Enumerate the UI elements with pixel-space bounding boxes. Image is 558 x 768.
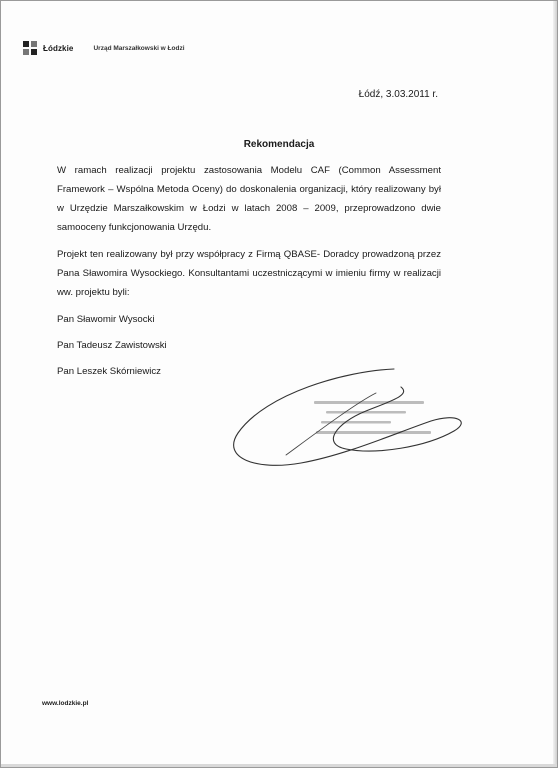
scan-edge xyxy=(553,1,557,767)
letter-date: Łódź, 3.03.2011 r. xyxy=(358,89,438,100)
official-stamp xyxy=(314,401,431,434)
letter-title: Rekomendacja xyxy=(243,139,315,150)
handwritten-signature xyxy=(234,369,462,465)
footer-website: www.lodzkie.pl xyxy=(42,700,89,707)
scan-edge-bottom xyxy=(1,764,557,767)
logo-text: Łódzkie xyxy=(43,43,74,53)
paragraph: W ramach realizacji projektu zastosowania Modelu CAF (Common Assessment Framework – Wspólna Metoda Oceny) do doskonalenia organizacji, który realizowany był w Urzędzie Marszałkowskim w Łodzi w latach 2008 – 2009, przeprowadzono dwie samooceny funkcjonowania Urzędu. xyxy=(57,165,441,233)
letterhead xyxy=(23,41,185,55)
letter-body xyxy=(57,161,441,388)
lodzkie-logo-icon xyxy=(23,41,37,55)
consultant-name: Pan Tadeusz Zawistowski xyxy=(57,340,167,351)
paragraph: Projekt ten realizowany był przy współpracy z Firmą QBASE- Doradcy prowadzoną przez Pana Sławomira Wysockiego. Konsultantami uczestniczącymi w imieniu firmy w realizacji ww. projektu byli: xyxy=(57,249,441,298)
signature-and-stamp xyxy=(226,363,476,483)
consultant-name: Pan Leszek Skórniewicz xyxy=(57,366,161,377)
consultant-name: Pan Sławomir Wysocki xyxy=(57,314,155,325)
office-name: Urząd Marszałkowski w Łodzi xyxy=(93,44,185,52)
